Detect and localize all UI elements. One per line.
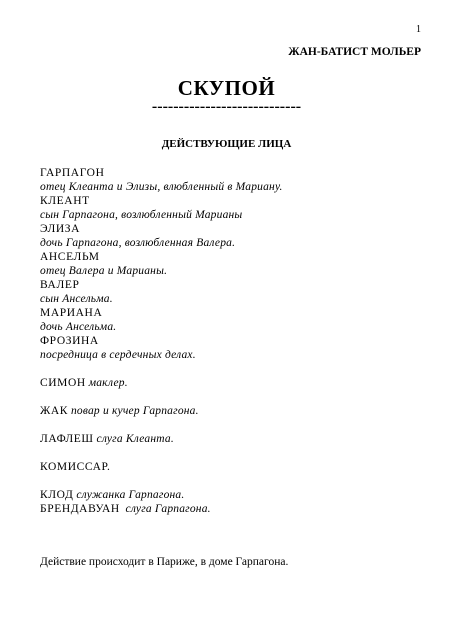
cast-heading: ДЕЙСТВУЮЩИЕ ЛИЦА xyxy=(161,138,292,150)
character-elise-name: ЭЛИЗА xyxy=(40,223,81,235)
character-brindavoine xyxy=(40,502,211,516)
character-jacques-name: ЖАК xyxy=(40,405,69,417)
character-simon xyxy=(40,376,128,390)
character-cleante-name: КЛЕАНТ xyxy=(40,195,90,207)
character-anselme-name: АНСЕЛЬМ xyxy=(40,251,100,263)
character-brindavoine-desc: слуга Гарпагона. xyxy=(125,503,211,515)
character-lafleche-desc: слуга Клеанта. xyxy=(96,433,174,445)
character-claude xyxy=(40,488,184,502)
character-jacques xyxy=(40,404,199,418)
character-mariane-name: МАРИАНА xyxy=(40,307,103,319)
character-claude-name: КЛОД xyxy=(40,489,74,501)
character-lafleche xyxy=(40,432,174,446)
character-frosine-desc: посредница в сердечных делах. xyxy=(40,349,196,361)
author-name: ЖАН-БАТИСТ МОЛЬЕР xyxy=(288,46,421,58)
character-harpagon-desc: отец Клеанта и Элизы, влюбленный в Мариану. xyxy=(40,181,283,193)
character-mariane-desc: дочь Ансельма. xyxy=(40,321,117,333)
character-simon-desc: маклер. xyxy=(88,377,128,389)
character-brindavoine-name: БРЕНДАВУАН xyxy=(40,503,120,515)
character-anselme-desc: отец Валера и Марианы. xyxy=(40,265,168,277)
character-elise-desc: дочь Гарпагона, возлюбленная Валера. xyxy=(40,237,236,249)
character-frosine-name: ФРОЗИНА xyxy=(40,335,99,347)
character-harpagon-name: ГАРПАГОН xyxy=(40,167,105,179)
play-title: СКУПОЙ xyxy=(177,76,276,100)
setting-note: Действие происходит в Париже, в доме Гарпагона. xyxy=(40,556,289,568)
character-simon-name: СИМОН xyxy=(40,377,86,389)
character-commissaire: КОМИССАР. xyxy=(40,461,111,473)
character-lafleche-name: ЛАФЛЕШ xyxy=(40,433,94,445)
character-jacques-desc: повар и кучер Гарпагона. xyxy=(70,405,199,417)
character-valere-desc: сын Ансельма. xyxy=(40,293,113,305)
character-cleante-desc: сын Гарпагона, возлюбленный Марианы xyxy=(40,209,243,221)
page-number: 1 xyxy=(416,24,421,35)
title-divider: ---------------------------- xyxy=(151,98,302,115)
character-claude-desc: служанка Гарпагона. xyxy=(76,489,185,501)
character-valere-name: ВАЛЕР xyxy=(40,279,80,291)
